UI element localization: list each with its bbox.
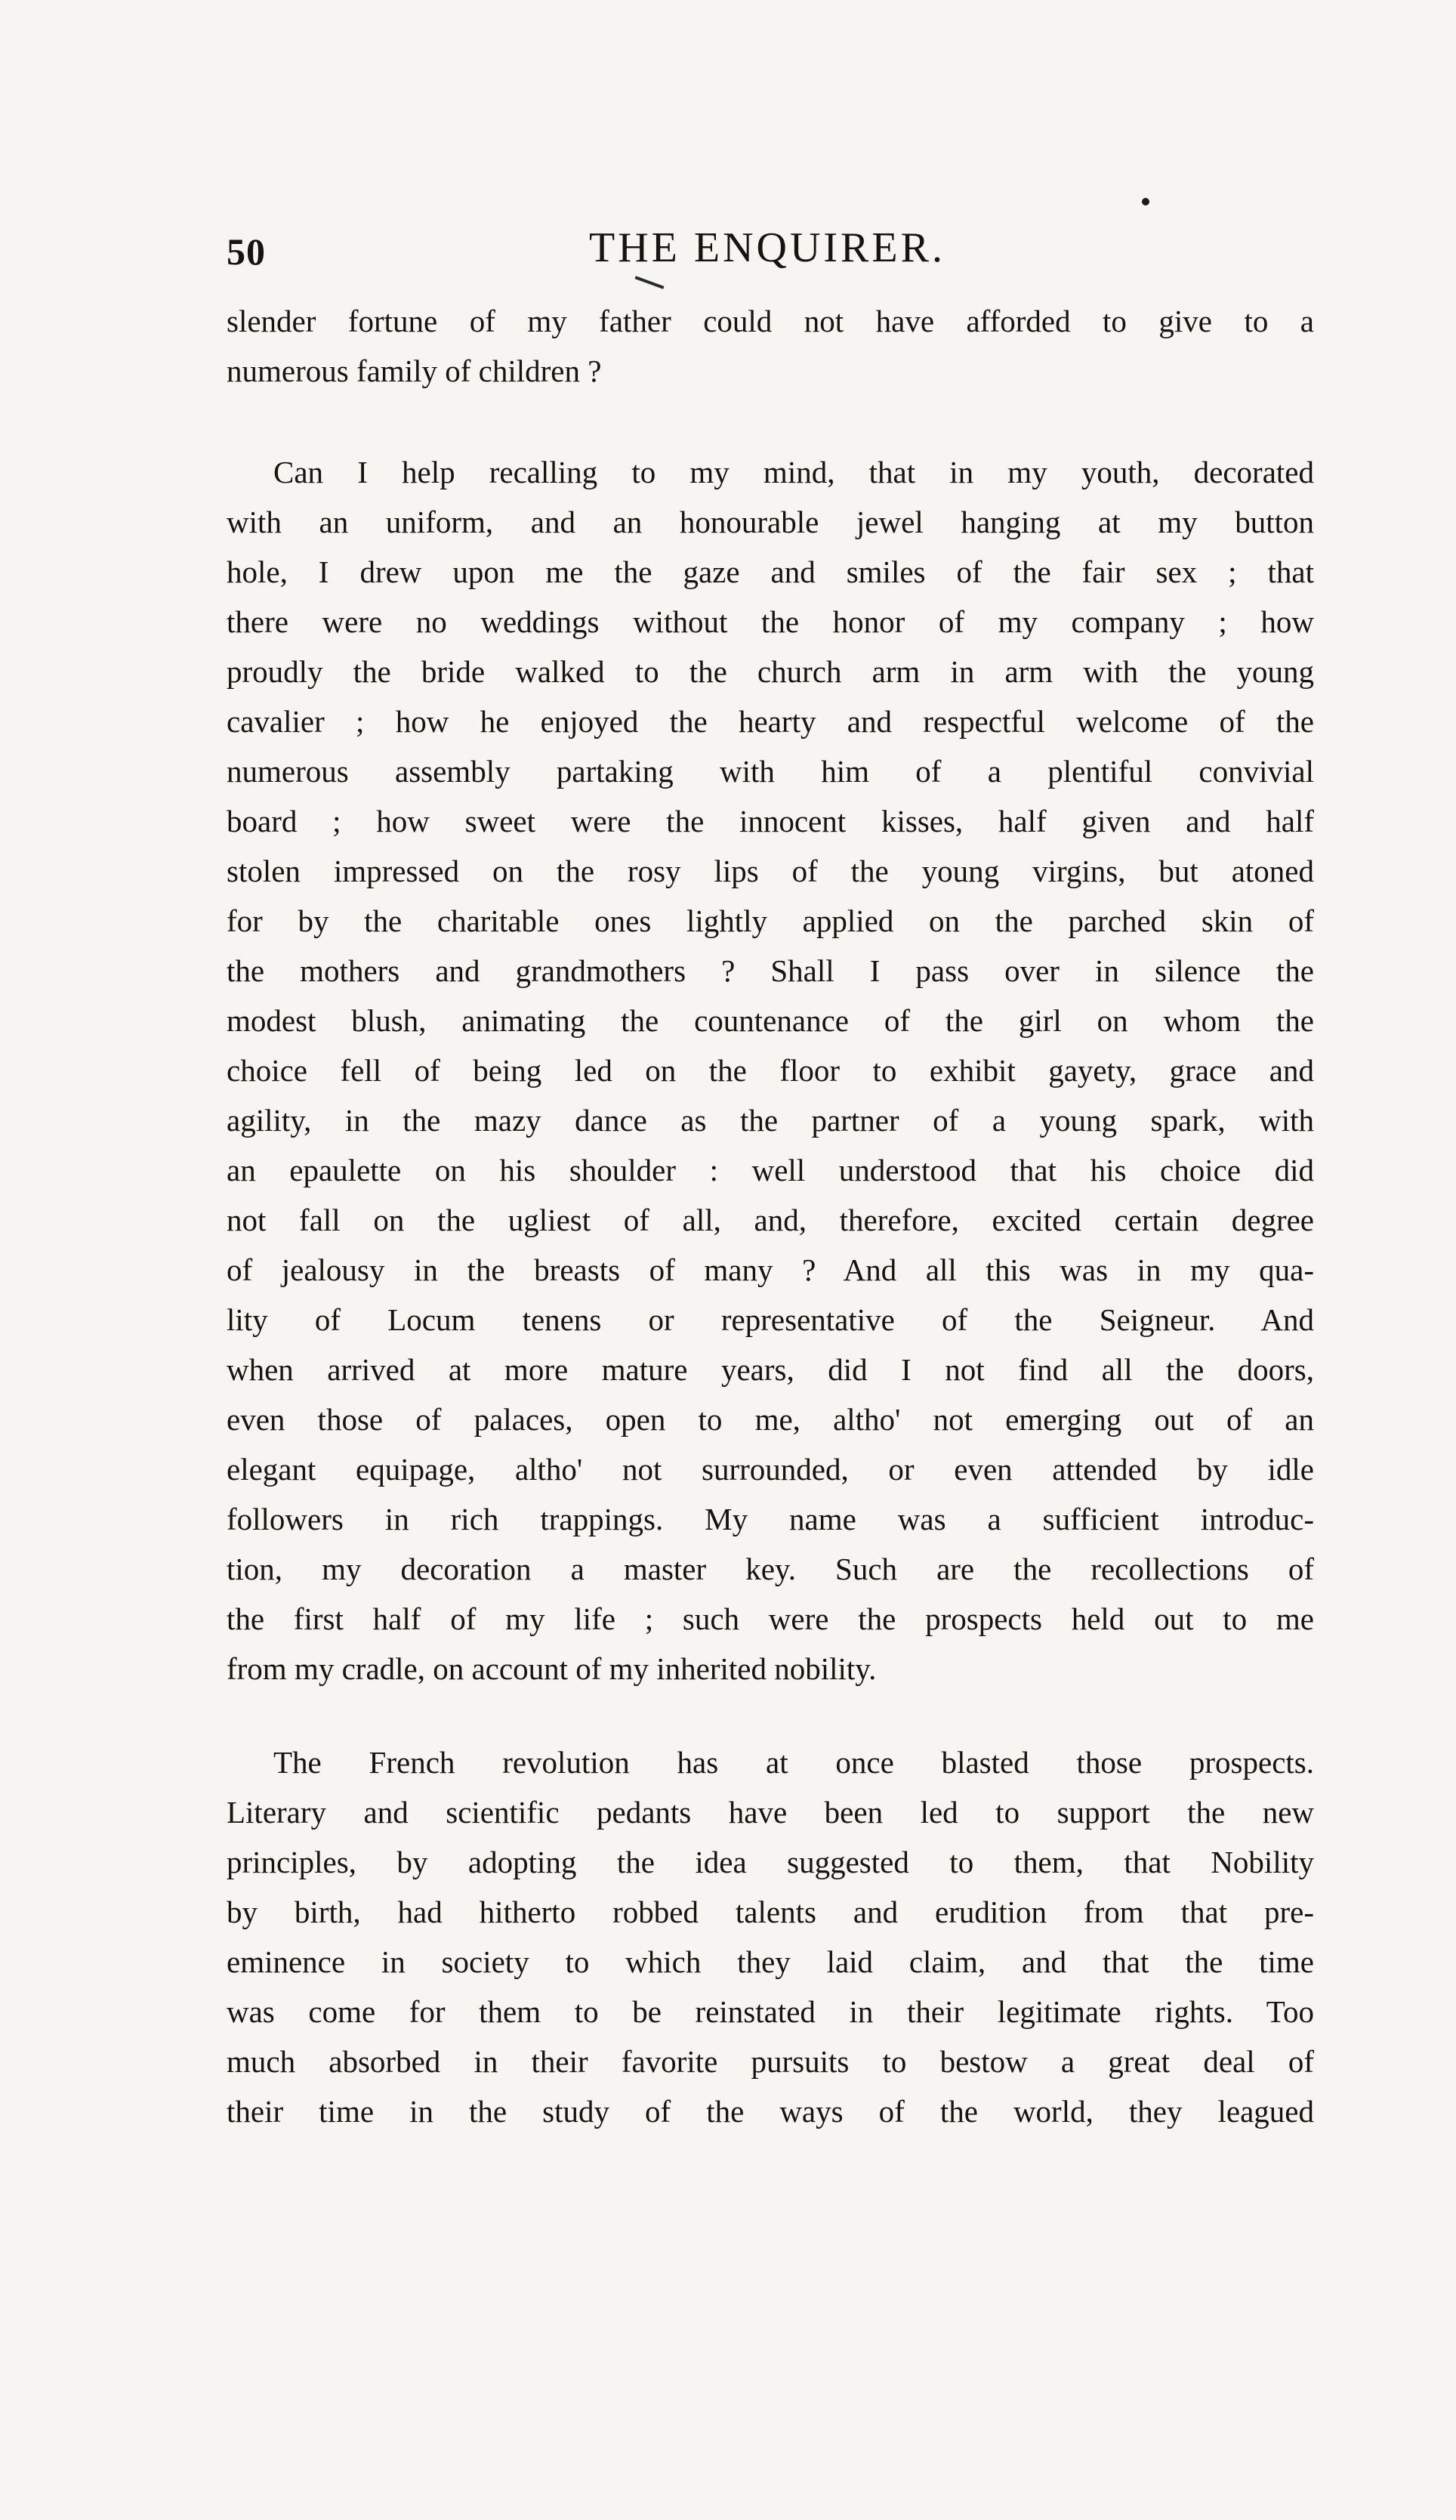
text-line: slender fortune of my father could not have afforded to give to a: [227, 304, 1314, 338]
text-line: agility, in the mazy dance as the partner of a young spark, with: [227, 1103, 1314, 1138]
text-line: numerous assembly partaking with him of a plentiful convivial: [227, 754, 1314, 789]
text-line: the mothers and grandmothers ? Shall I pass over in silence the: [227, 953, 1314, 988]
text-line: cavalier ; how he enjoyed the hearty and respectful welcome of the: [227, 704, 1314, 739]
text-line: for by the charitable ones lightly applied on the parched skin of: [227, 903, 1314, 938]
text-line: hole, I drew upon me the gaze and smiles of the fair sex ; that: [227, 554, 1314, 589]
text-line: elegant equipage, altho' not surrounded, or even attended by idle: [227, 1452, 1314, 1487]
text-line: tion, my decoration a master key. Such are the recollections of: [227, 1552, 1314, 1586]
text-line: an epaulette on his shoulder : well understood that his choice did: [227, 1153, 1314, 1187]
text-line: Can I help recalling to my mind, that in my youth, decorated: [273, 455, 1314, 489]
text-line: when arrived at more mature years, did I not find all the doors,: [227, 1352, 1314, 1387]
running-title: THE ENQUIRER.: [589, 224, 945, 271]
text-line: even those of palaces, open to me, altho' not emerging out of an: [227, 1402, 1314, 1437]
text-line: proudly the bride walked to the church arm in arm with the young: [227, 654, 1314, 689]
text-line: their time in the study of the ways of the world, they leagued: [227, 2094, 1314, 2129]
text-line: lity of Locum tenens or representative of the Seigneur. And: [227, 1302, 1314, 1337]
text-line: The French revolution has at once blasted those prospects.: [273, 1745, 1314, 1780]
page-number: 50: [227, 230, 266, 273]
text-line: with an uniform, and an honourable jewel hanging at my button: [227, 505, 1314, 539]
text-line: followers in rich trappings. My name was a sufficient introduc-: [227, 1502, 1314, 1536]
text-line: eminence in society to which they laid claim, and that the time: [227, 1944, 1314, 1979]
text-line: board ; how sweet were the innocent kisses, half given and half: [227, 804, 1314, 838]
text-line: stolen impressed on the rosy lips of the young virgins, but atoned: [227, 854, 1314, 888]
text-line: there were no weddings without the honor of my company ; how: [227, 604, 1314, 639]
text-line: principles, by adopting the idea suggested to them, that Nobility: [227, 1845, 1314, 1879]
text-line: numerous family of children ?: [227, 354, 602, 388]
text-line: was come for them to be reinstated in their legitimate rights. Too: [227, 1994, 1314, 2029]
paragraph-1: [227, 296, 1314, 396]
text-line: much absorbed in their favorite pursuits to bestow a great deal of: [227, 2044, 1314, 2079]
text-line: of jealousy in the breasts of many ? And all this was in my qua-: [227, 1252, 1314, 1287]
text-line: the first half of my life ; such were the prospects held out to me: [227, 1601, 1314, 1636]
ink-speck: [1142, 198, 1149, 205]
text-line: not fall on the ugliest of all, and, therefore, excited certain degree: [227, 1203, 1314, 1237]
paragraph-2: [227, 447, 1314, 1694]
text-line: from my cradle, on account of my inherited nobility.: [227, 1651, 877, 1686]
paragraph-3: [227, 1737, 1314, 2136]
text-line: modest blush, animating the countenance of the girl on whom the: [227, 1003, 1314, 1038]
page-header: [227, 224, 1314, 284]
text-line: by birth, had hitherto robbed talents and erudition from that pre-: [227, 1895, 1314, 1929]
text-line: Literary and scientific pedants have been led to support the new: [227, 1795, 1314, 1830]
text-line: choice fell of being led on the floor to exhibit gayety, grace and: [227, 1053, 1314, 1088]
